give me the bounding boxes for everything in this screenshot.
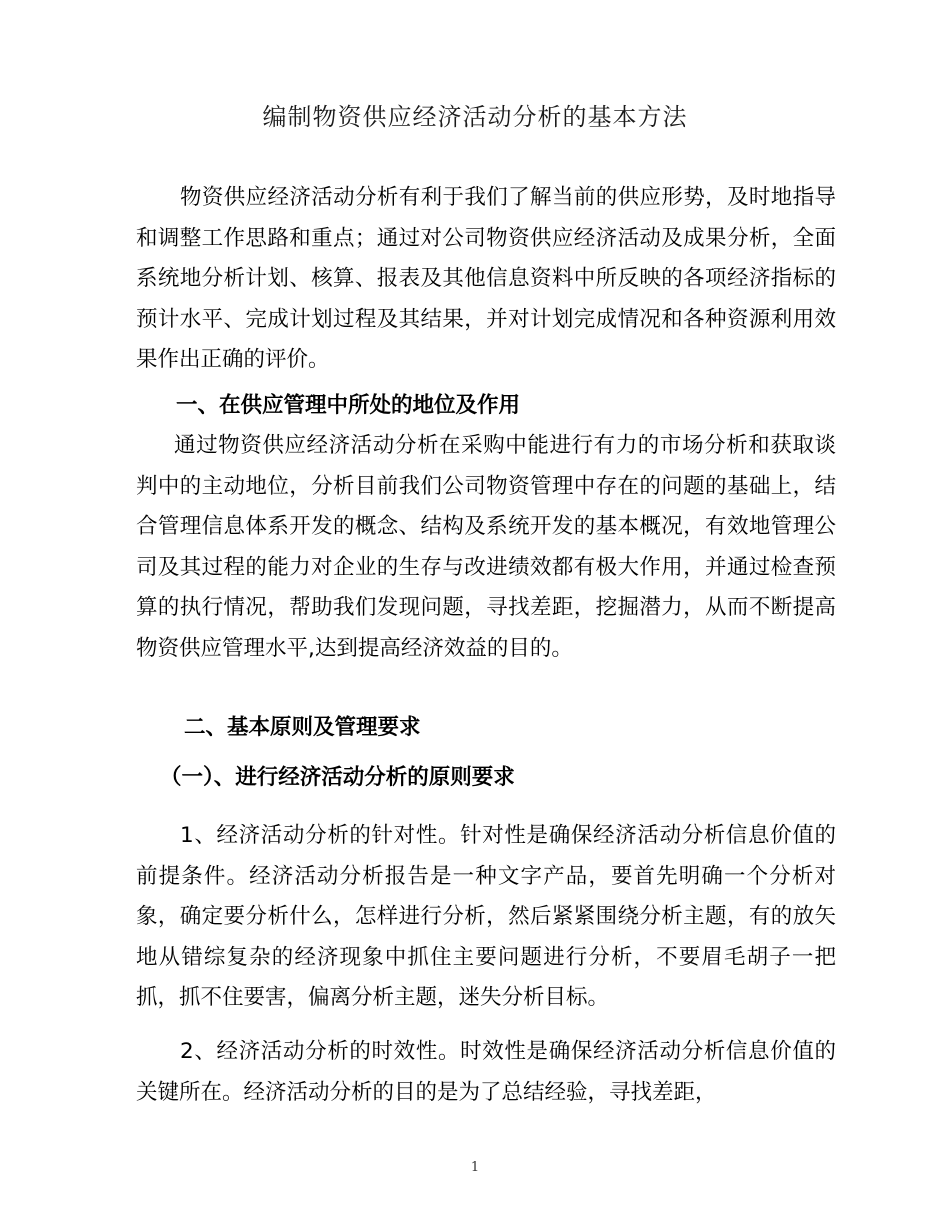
principle-item-2: 2、经济活动分析的时效性。时效性是确保经济活动分析信息价值的关键所在。经济活动分析的目的是为了总结经验，寻找差距，	[136, 1039, 836, 1105]
intro-paragraph: 物资供应经济活动分析有利于我们了解当前的供应形势，及时地指导和调整工作思路和重点；通过对公司物资供应经济活动及成果分析，全面系统地分析计划、核算、报表及其他信息资料中所反映的各项经济指标的预计水平、完成计划过程及其结果，并对计划完成情况和各种资源利用效果作出正确的评价。	[136, 185, 836, 372]
section-1-paragraph: 通过物资供应经济活动分析在采购中能进行有力的市场分析和获取谈判中的主动地位，分析目前我们公司物资管理中存在的问题的基础上，结合管理信息体系开发的概念、结构及系统开发的基本概况，有效地管理公司及其过程的能力对企业的生存与改进绩效都有极大作用，并通过检查预算的执行情况，帮助我们发现问题，寻找差距，挖掘潜力，从而不断提高物资供应管理水平,达到提高经济效益的目的。	[136, 433, 836, 661]
section-2-subheading: （一）、进行经济活动分析的原则要求	[160, 765, 515, 790]
document-title: 编制物资供应经济活动分析的基本方法	[262, 103, 688, 131]
principle-item-1: 1、经济活动分析的针对性。针对性是确保经济活动分析信息价值的前提条件。经济活动分析报告是一种文字产品，要首先明确一个分析对象，确定要分析什么，怎样进行分析，然后紧紧围绕分析主题，有的放矢地从错综复杂的经济现象中抓住主要问题进行分析，不要眉毛胡子一把抓，抓不住要害，偏离分析主题，迷失分析目标。	[136, 823, 836, 1010]
page-number: 1	[470, 1160, 480, 1175]
section-1-heading: 一、在供应管理中所处的地位及作用	[176, 393, 521, 418]
section-2-heading: 二、基本原则及管理要求	[184, 715, 421, 740]
